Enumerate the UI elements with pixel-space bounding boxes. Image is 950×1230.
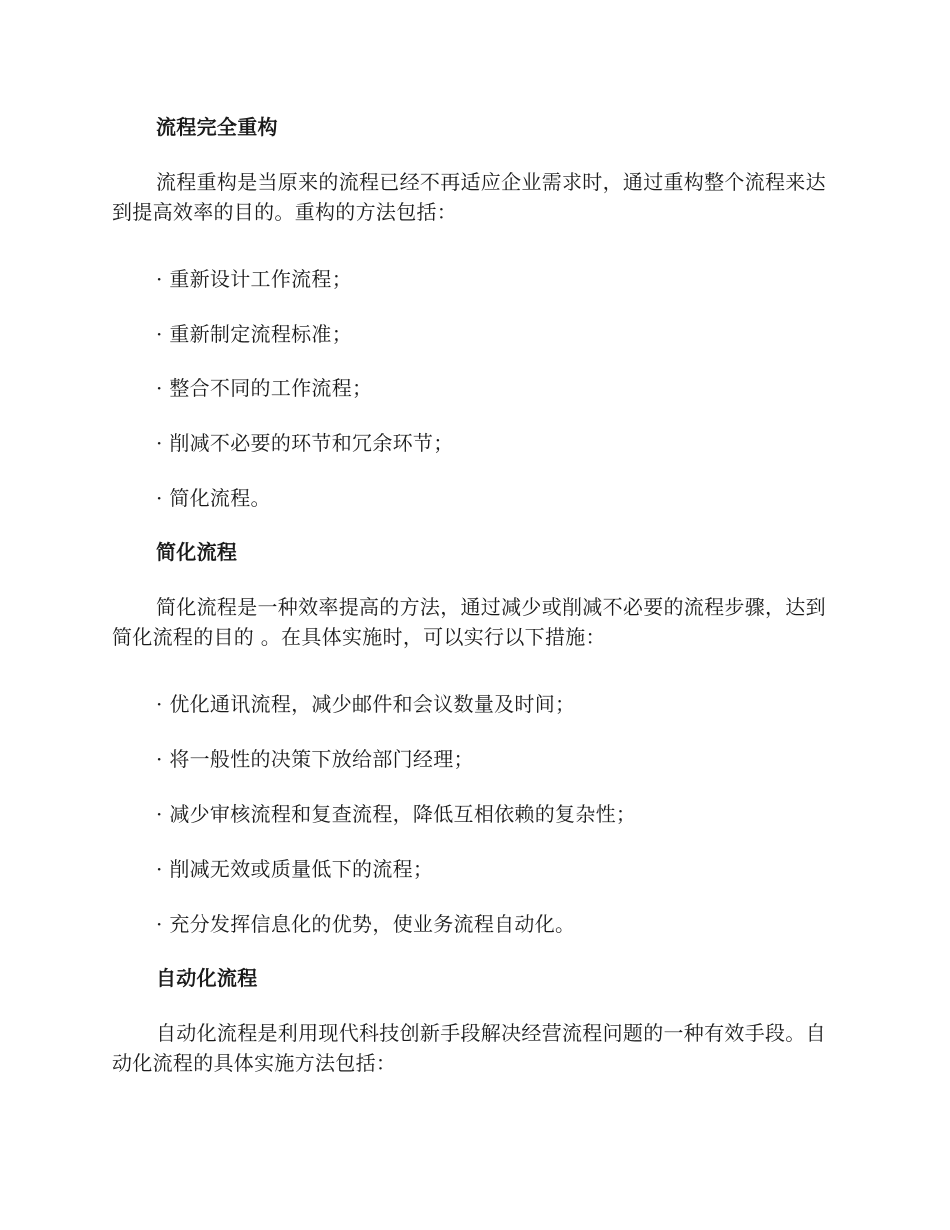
list-item: · 将一般性的决策下放给部门经理； <box>156 747 474 771</box>
section-paragraph-restructure: 流程重构是当原来的流程已经不再适应企业需求时，通过重构整个流程来达到提高效率的目的。重构的方法包括： <box>112 170 826 224</box>
section-paragraph-simplify: 简化流程是一种效率提高的方法，通过减少或削减不必要的流程步骤，达到简化流程的目的 。在具体实施时，可以实行以下措施： <box>112 595 826 649</box>
section-heading-restructure: 流程完全重构 <box>156 115 278 139</box>
list-item: · 削减无效或质量低下的流程； <box>156 857 434 881</box>
section-heading-automation: 自动化流程 <box>156 966 258 990</box>
section-paragraph-automation: 自动化流程是利用现代科技创新手段解决经营流程问题的一种有效手段。自动化流程的具体实施方法包括： <box>112 1021 826 1075</box>
list-item: · 整合不同的工作流程； <box>156 376 373 400</box>
list-item: · 削减不必要的环节和冗余环节； <box>156 431 454 455</box>
list-item: · 重新设计工作流程； <box>156 267 353 291</box>
list-item: · 重新制定流程标准； <box>156 322 353 346</box>
list-item: · 简化流程。 <box>156 486 271 510</box>
list-item: · 优化通讯流程，减少邮件和会议数量及时间； <box>156 692 576 716</box>
list-item: · 减少审核流程和复查流程，降低互相依赖的复杂性； <box>156 802 637 826</box>
section-heading-simplify: 简化流程 <box>156 540 238 564</box>
list-item: · 充分发挥信息化的优势，使业务流程自动化。 <box>156 912 576 936</box>
